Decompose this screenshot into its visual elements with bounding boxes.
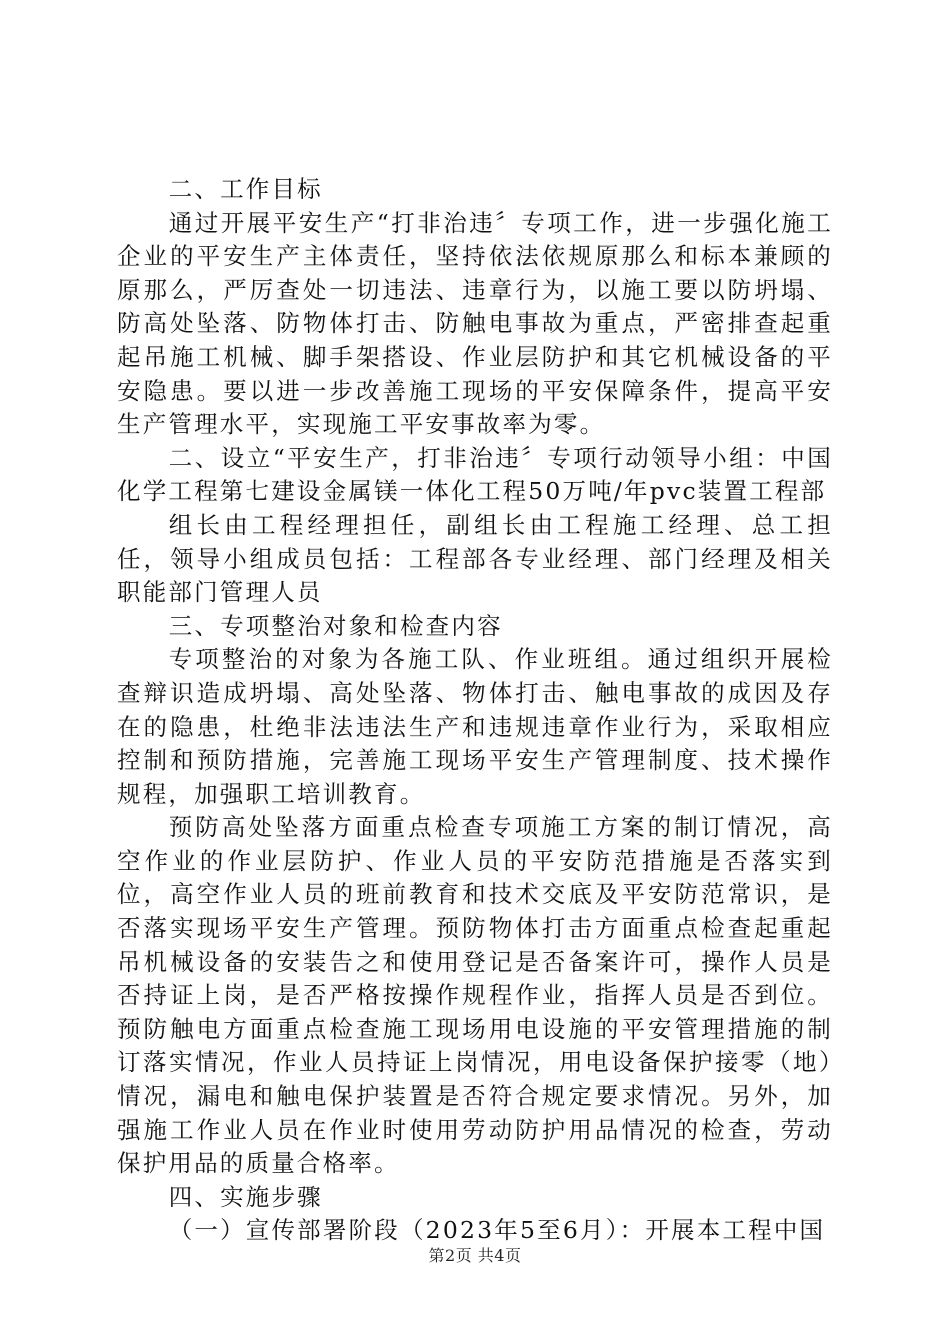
paragraph-inspection-details: 预防高处坠落方面重点检查专项施工方案的制订情况，高空作业的作业层防护、作业人员的平安防范措施是否落实到位，高空作业人员的班前教育和技术交底及平安防范常识，是否落实现场平安生产管理。预防物体打击方面重点检查起重起吊机械设备的安装告之和使用登记是否备案许可，操作人员是否持证上岗，是否严格按操作规程作业，指挥人员是否到位。预防触电方面重点检查施工现场用电设施的平安管理措施的制订落实情况，作业人员持证上岗情况，用电设备保护接零（地）情况，漏电和触电保护装置是否符合规定要求情况。另外，加强施工作业人员在作业时使用劳动防护用品情况的检查，劳动保护用品的质量合格率。 bbox=[117, 813, 833, 1178]
section-heading-steps: 四、实施步骤 bbox=[168, 1182, 323, 1211]
paragraph-leading-group: 二、设立“平安生产，打非治违〞专项行动领导小组：中国化学工程第七建设金属镁一体化工程50万吨/年pvc装置工程部 bbox=[117, 443, 833, 506]
section-heading-goals: 二、工作目标 bbox=[168, 175, 323, 203]
document-body bbox=[117, 173, 833, 1248]
paragraph-group-members: 组长由工程经理担任，副组长由工程施工经理、总工担任，领导小组成员包括：工程部各专业经理、部门经理及相关职能部门管理人员 bbox=[117, 510, 833, 607]
paragraph-inspection-targets: 专项整治的对象为各施工队、作业班组。通过组织开展检查辩识造成坍塌、高处坠落、物体打击、触电事故的成因及存在的隐患，杜绝非法违法生产和违规违章作业行为，采取相应控制和预防措施，完善施工现场平安生产管理制度、技术操作规程，加强职工培训教育。 bbox=[117, 645, 833, 808]
paragraph-goals-text: 通过开展平安生产“打非治违〞专项工作，进一步强化施工企业的平安生产主体责任，坚持依法依规原那么和标本兼顾的原那么，严厉查处一切违法、违章行为，以施工要以防坍塌、防高处坠落、防物体打击、防触电事故为重点，严密排查起重起吊施工机械、脚手架搭设、作业层防护和其它机械设备的平安隐患。要以进一步改善施工现场的平安保障条件，提高平安生产管理水平，实现施工平安事故率为零。 bbox=[117, 208, 833, 439]
page-number-footer: 第2页 共4页 bbox=[428, 1246, 522, 1265]
section-heading-inspection: 三、专项整治对象和检查内容 bbox=[168, 611, 503, 640]
paragraph-step-one: （一）宣传部署阶段（2023年5至6月）：开展本工程中国 bbox=[168, 1216, 826, 1245]
